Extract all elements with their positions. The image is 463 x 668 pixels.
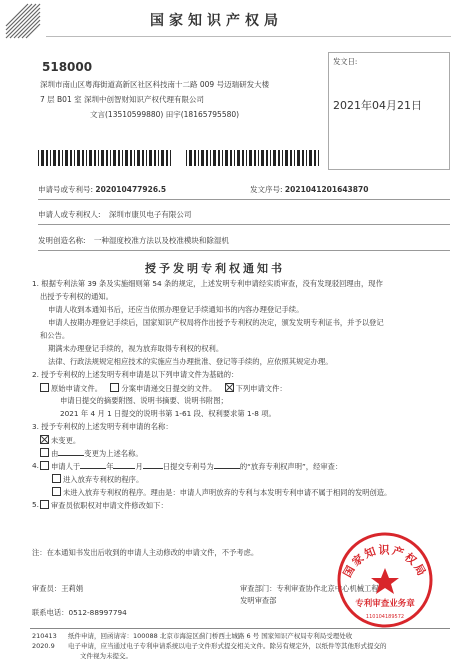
blank-day	[143, 468, 163, 469]
barcode-bar	[318, 150, 319, 166]
dept-label: 审查部门：	[240, 584, 277, 593]
barcode-bar	[285, 150, 288, 166]
opt-unchanged: 未变更。	[51, 436, 81, 445]
barcode-bar	[154, 150, 156, 166]
barcode-bar	[237, 150, 240, 166]
section-2: 2. 授予专利权的上述发明专利申请是以下列申请文件为基础的：	[32, 370, 239, 379]
examiner-label: 审查员：	[32, 584, 62, 593]
barcode-bar	[254, 150, 256, 166]
invention-row	[38, 236, 229, 245]
barcode-bar	[266, 150, 268, 166]
barcode-bar	[234, 150, 235, 166]
app-no-row	[38, 185, 166, 194]
barcode-bar	[149, 150, 152, 166]
checkbox-unchanged[interactable]	[40, 435, 49, 444]
barcode-bar	[146, 150, 147, 166]
waiver-text-a: 申请人于	[51, 462, 81, 471]
section-4-opt1	[40, 461, 342, 471]
office-title: 国家知识产权局	[150, 13, 283, 29]
address-line-3: 文言(13510599880) 田宇(18165795580)	[90, 110, 240, 119]
barcode-bar	[137, 150, 140, 166]
invention-value: 一种湿度校准方法以及校准模块和除湿机	[93, 236, 229, 245]
applicant-value: 深圳市康贝电子有限公司	[108, 210, 192, 219]
barcode-bar	[194, 150, 196, 166]
applicant-label: 申请人或专利权人:	[38, 210, 101, 219]
checkbox-waiver-enter[interactable]	[52, 474, 61, 483]
examiner-row	[32, 584, 83, 593]
para-5: 法律、行政法规规定相应技术的实施应当办理批准、登记等手续的，应依照其规定办理。	[48, 357, 333, 366]
barcode-bar	[118, 150, 120, 166]
opt-changed-from: 由	[51, 449, 59, 458]
section-5-opt1	[40, 500, 168, 510]
section-2-files: 申请日提交的摘要附图、说明书摘要、说明书附图；	[60, 396, 228, 405]
barcode-bar	[302, 150, 304, 166]
waiver-text-b: 年	[106, 462, 114, 471]
para-3b: 和公告。	[40, 331, 70, 340]
barcode-bar	[270, 150, 271, 166]
address-line-2: 7 层 B01 室 深圳中创智财知识产权代理有限公司	[40, 95, 204, 104]
footer-line-2: 电子申请，应当通过电子专利申请系统以电子文件形式提交相关文件。除另有规定外，以纸件等其他形式提交的	[68, 642, 387, 650]
para-1b: 出授予专利权的通知。	[40, 292, 113, 301]
date-box	[328, 52, 450, 170]
barcode-bar	[282, 150, 283, 166]
barcode-bar	[258, 150, 259, 166]
waiver-text-d: 日提交专利号为	[162, 462, 214, 471]
barcode-bar	[166, 150, 168, 166]
blank-patent-no	[214, 468, 240, 469]
barcode-bar	[242, 150, 244, 166]
checkbox-divisional[interactable]	[110, 383, 119, 392]
barcode-bar	[189, 150, 192, 166]
barcode-bar	[170, 150, 171, 166]
barcode-bar	[134, 150, 135, 166]
section-3-opt1	[40, 435, 80, 445]
phone-label: 联系电话：	[32, 608, 69, 617]
form-no-2: 2020.9	[32, 642, 55, 650]
checkbox-waiver-not-enter[interactable]	[52, 487, 61, 496]
barcode-bar	[89, 150, 92, 166]
phone-value: 0512-88997794	[68, 608, 127, 617]
app-no-label: 申请号或专利号:	[38, 185, 94, 194]
barcode-bar	[246, 150, 247, 166]
barcode-bar	[38, 150, 39, 166]
barcode-bar	[158, 150, 159, 166]
doc-no-row	[250, 185, 368, 194]
blank-year	[80, 468, 106, 469]
barcode-bar	[222, 150, 223, 166]
barcode-bar	[53, 150, 56, 166]
barcode-bar	[273, 150, 276, 166]
barcode-bar	[82, 150, 84, 166]
examiner-name: 王莉娟	[61, 584, 84, 593]
opt-following: 下列申请文件：	[235, 384, 287, 393]
barcode-bar	[62, 150, 63, 166]
barcode-bar	[125, 150, 128, 166]
barcode-bar	[70, 150, 72, 166]
checkbox-following[interactable]	[225, 383, 234, 392]
barcode-bar	[50, 150, 51, 166]
dept-name: 专利审查协作北京中心机械工程	[276, 584, 379, 593]
waiver-not-enter: 未进入放弃专利权的程序。理由是：申请人声明放弃的专利与本发明专利申请不属于相同的发明创造。	[63, 488, 392, 497]
address-line-1: 深圳市南山区粤海街道高新区社区科技南十二路 009 号迈瑞研发大楼	[40, 80, 270, 89]
checkbox-original[interactable]	[40, 383, 49, 392]
barcode-bar	[41, 150, 44, 166]
date-label: 发文日:	[333, 57, 358, 66]
section-3-opt2	[40, 448, 143, 458]
section-4-opt1b	[52, 474, 143, 484]
barcode-bar	[201, 150, 204, 166]
dept-name-2: 发明审查部	[240, 596, 277, 605]
waiver-enter: 进入放弃专利权的程序。	[63, 475, 144, 484]
barcode-bar	[210, 150, 211, 166]
barcode-bar	[98, 150, 99, 166]
barcode-bar	[225, 150, 228, 166]
applicant-row	[38, 210, 191, 219]
phone-row	[32, 608, 127, 617]
barcode-left	[38, 150, 173, 166]
barcode-bar	[130, 150, 132, 166]
app-no-value: 202010477926.5	[95, 185, 167, 194]
opt-changed-to: 变更为上述名称。	[84, 449, 143, 458]
barcode-bar	[249, 150, 252, 166]
barcode-bar	[113, 150, 116, 166]
barcode-bar	[86, 150, 87, 166]
postcode: 518000	[42, 60, 93, 74]
barcode-right	[186, 150, 321, 166]
ex-officio-text: 审查员依职权对申请文件修改如下：	[51, 501, 168, 510]
section-4-opt2	[52, 487, 391, 497]
invention-label: 发明创造名称:	[38, 236, 86, 245]
barcode-bar	[206, 150, 208, 166]
checkbox-changed[interactable]	[40, 448, 49, 457]
checkbox-waiver[interactable]	[40, 461, 49, 470]
barcode-bar	[186, 150, 187, 166]
barcode-bar	[46, 150, 48, 166]
footer-line-3: 文件视为未提交。	[80, 652, 132, 660]
barcode-bar	[65, 150, 68, 166]
barcode-bar	[309, 150, 312, 166]
blank-month	[113, 468, 135, 469]
barcode-bar	[261, 150, 264, 166]
barcode-bar	[297, 150, 300, 166]
barcode-bar	[142, 150, 144, 166]
opt-divisional: 分案申请递交日提交的文件。	[121, 384, 217, 393]
barcode-bar	[94, 150, 96, 166]
footer-line-1: 纸件申请，回函请寄：100088 北京市海淀区蓟门桥西土城路 6 号 国家知识产权局专利局受理处收	[68, 632, 353, 640]
barcode-bar	[161, 150, 164, 166]
barcode-bar	[213, 150, 216, 166]
section-3: 3. 授予专利权的上述发明专利申请的名称：	[32, 422, 173, 431]
section-2-options	[40, 383, 287, 393]
para-1: 1. 根据专利法第 39 条及实施细则第 54 条的规定，上述发明专利申请经实质审查，没有发现驳回理由，现作	[32, 279, 383, 288]
section-5-num: 5.	[32, 500, 39, 509]
barcode-bar	[58, 150, 60, 166]
form-no: 210413	[32, 632, 57, 640]
barcode-bar	[77, 150, 80, 166]
barcode-bar	[106, 150, 108, 166]
barcode-bar	[294, 150, 295, 166]
notice-title: 授予发明专利权通知书	[145, 262, 285, 275]
waiver-text-c: 月	[135, 462, 143, 471]
waiver-text-e: 的“放弃专利权声明”，经审查：	[239, 462, 343, 471]
barcode-bar	[101, 150, 104, 166]
doc-no-label: 发文序号:	[250, 185, 283, 194]
section-2-files-2: 2021 年 4 月 1 日提交的说明书第 1-61 段、权利要求第 1-8 项。	[60, 409, 276, 418]
doc-no-value: 2021041201643870	[284, 185, 369, 194]
official-seal	[335, 530, 435, 630]
svg-text:专利审查业务章: 专利审查业务章	[355, 599, 415, 609]
barcode-bar	[314, 150, 316, 166]
barcode-bar	[278, 150, 280, 166]
barcode-bar	[198, 150, 199, 166]
checkbox-ex-officio[interactable]	[40, 500, 49, 509]
para-4: 期满未办理登记手续的，视为放弃取得专利权的权利。	[48, 344, 224, 353]
para-3: 申请人按期办理登记手续后，国家知识产权局将作出授予专利权的决定，颁发发明专利证书，并予以登记	[48, 318, 384, 327]
barcode-bar	[122, 150, 123, 166]
note: 注：在本通知书发出后收到的申请人主动修改的申请文件，不予考虑。	[32, 548, 259, 557]
barcode-bar	[230, 150, 232, 166]
para-2: 申请人收到本通知书后，还应当依照办理登记手续通知书的内容办理登记手续。	[48, 305, 304, 314]
barcode-bar	[74, 150, 75, 166]
svg-text:110104189572: 110104189572	[365, 614, 405, 620]
barcode-bar	[218, 150, 220, 166]
emblem-icon	[4, 2, 42, 40]
section-4-num: 4.	[32, 461, 39, 470]
barcode-bar	[110, 150, 111, 166]
blank-old-title	[58, 455, 84, 456]
barcode-bar	[290, 150, 292, 166]
barcode-bar	[306, 150, 307, 166]
date-value: 2021年04月21日	[333, 99, 422, 112]
opt-original: 原始申请文件。	[51, 384, 103, 393]
svg-text:国家知识产权局: 国家知识产权局	[340, 543, 430, 580]
